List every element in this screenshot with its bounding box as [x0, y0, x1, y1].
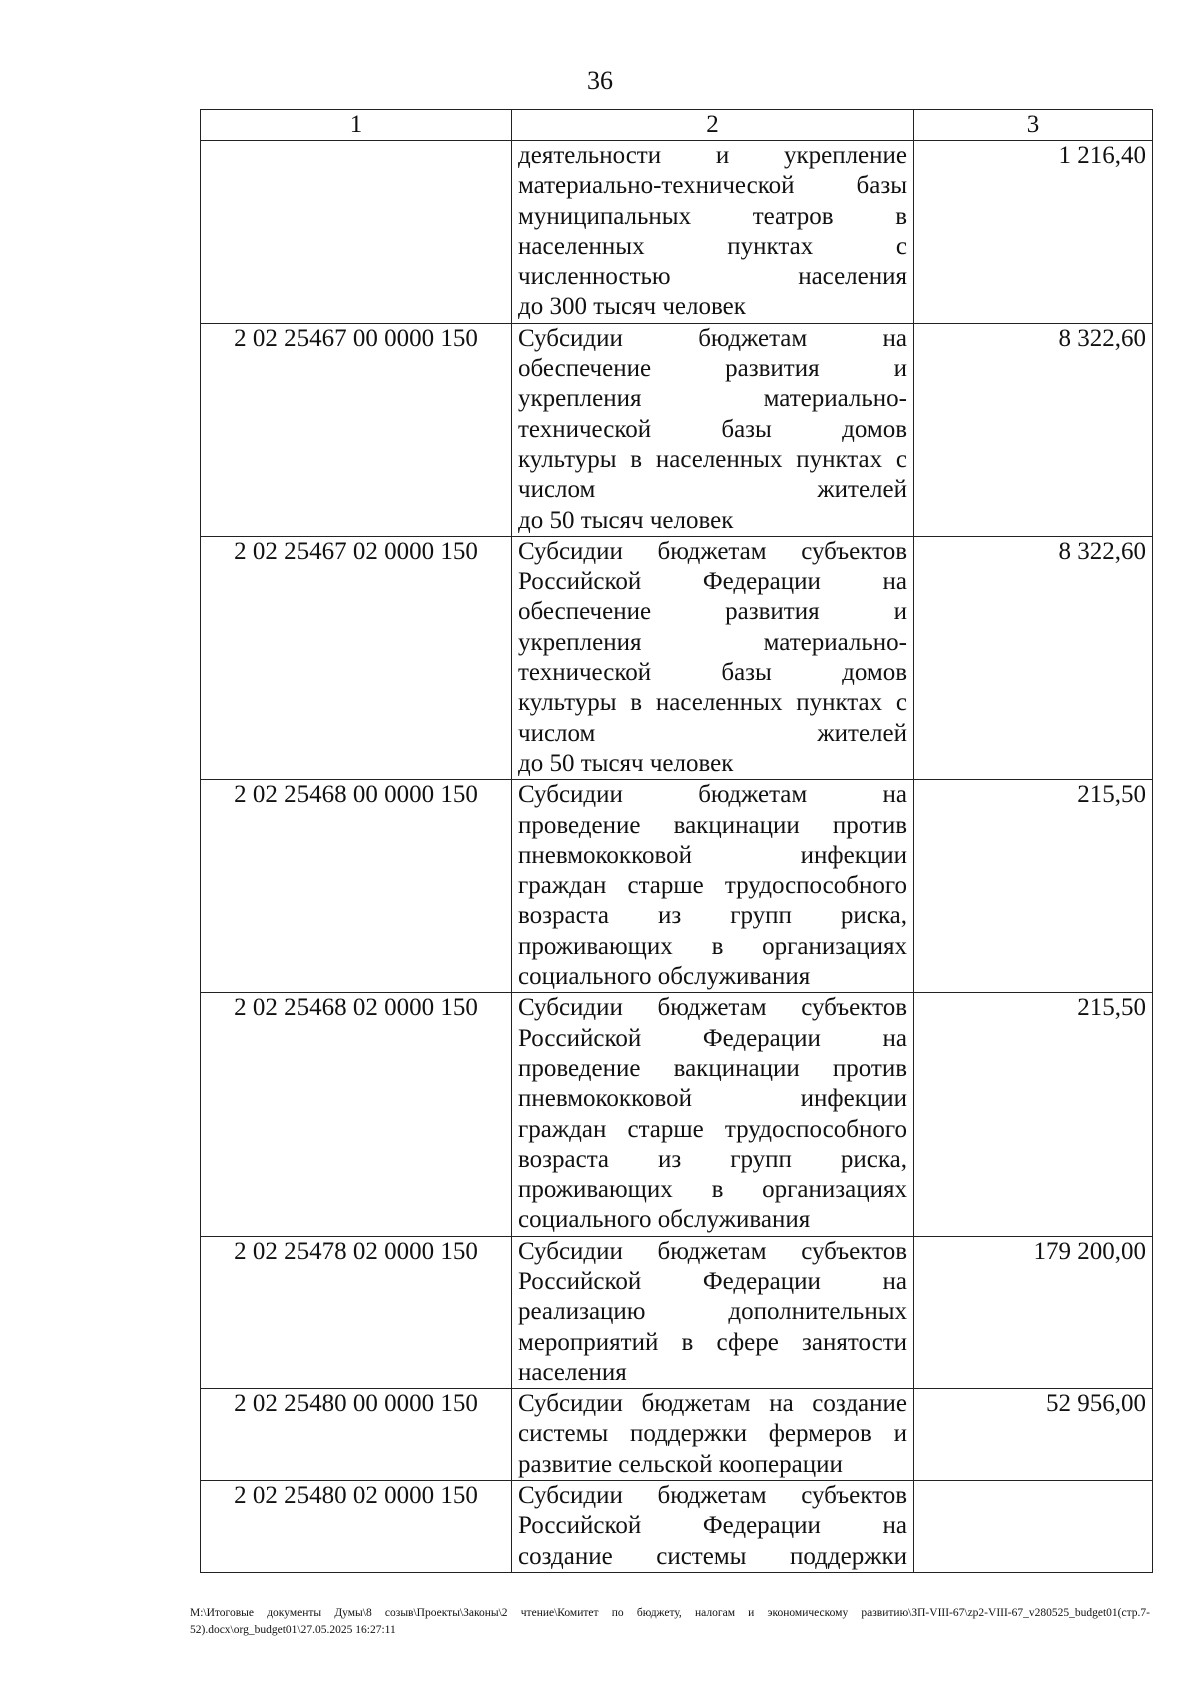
description-line: возраста из групп риска, — [518, 902, 907, 930]
description-line: обеспечение развития и — [518, 355, 907, 383]
budget-code-cell: 2 02 25468 00 0000 150 — [201, 780, 512, 993]
description-line: проведение вакцинации против — [518, 1054, 907, 1082]
description-line: числом жителей — [518, 719, 907, 747]
description-cell — [512, 993, 914, 1236]
description-line: Российской Федерации на — [518, 1267, 907, 1295]
file-path-footer: M:\Итоговые документы Думы\8 созыв\Проекты\Законы\2 чтение\Комитет по бюджету, налогам и экономическому развитию\ЗП-VIII-67\zp2-VIII-67_v280525_budget01(стр.7-52).docx\org_budget01\27.05.2025 16:27:11 — [190, 1607, 1150, 1636]
table-header-row — [201, 110, 1153, 141]
description-line: Российской Федерации на — [518, 568, 907, 596]
description-cell — [512, 780, 914, 993]
description-line: Российской Федерации на — [518, 1512, 907, 1540]
amount-cell: 8 322,60 — [914, 323, 1153, 536]
amount-cell: 215,50 — [914, 993, 1153, 1236]
description-line: Субсидии бюджетам субъектов — [518, 537, 907, 565]
description-line: развитие сельской кооперации — [518, 1450, 843, 1478]
description-line: Субсидии бюджетам на создание — [518, 1390, 907, 1418]
amount-cell: 8 322,60 — [914, 536, 1153, 779]
description-line: реализацию дополнительных — [518, 1298, 907, 1326]
page-number: 36 — [587, 66, 613, 95]
description-line: укрепления материально- — [518, 385, 907, 413]
description-line: материально-технической базы — [518, 172, 907, 200]
description-line: технической базы домов — [518, 659, 907, 687]
budget-code-cell: 2 02 25467 02 0000 150 — [201, 536, 512, 779]
description-line: социального обслуживания — [518, 1206, 811, 1234]
description-cell — [512, 1236, 914, 1388]
table-row — [201, 1236, 1153, 1388]
description-line: проведение вакцинации против — [518, 811, 907, 839]
budget-table — [200, 109, 1153, 1573]
description-line: до 50 тысяч человек — [518, 749, 734, 777]
description-line: социального обслуживания — [518, 963, 811, 991]
description-line: укрепления материально- — [518, 628, 907, 656]
description-cell — [512, 536, 914, 779]
description-line: системы поддержки фермеров и — [518, 1420, 907, 1448]
budget-code-cell: 2 02 25480 02 0000 150 — [201, 1481, 512, 1573]
description-line: Субсидии бюджетам на — [518, 781, 907, 809]
budget-code-cell: 2 02 25480 00 0000 150 — [201, 1389, 512, 1481]
description-line: обеспечение развития и — [518, 598, 907, 626]
amount-cell: 215,50 — [914, 780, 1153, 993]
description-line: численностью населения — [518, 263, 907, 291]
description-line: технической базы домов — [518, 415, 907, 443]
description-line: до 300 тысяч человек — [518, 293, 746, 321]
description-line: населения — [518, 1358, 627, 1386]
description-line: до 50 тысяч человек — [518, 506, 734, 534]
column-header-description: 2 — [512, 110, 914, 141]
description-line: граждан старше трудоспособного — [518, 872, 907, 900]
description-line: мероприятий в сфере занятости — [518, 1328, 907, 1356]
table-row — [201, 1389, 1153, 1481]
table-row — [201, 993, 1153, 1236]
description-line: муниципальных театров в — [518, 202, 907, 230]
description-line: Субсидии бюджетам на — [518, 324, 907, 352]
description-line: деятельности и укрепление — [518, 142, 907, 169]
table-row — [201, 1481, 1153, 1573]
budget-code-cell — [201, 141, 512, 324]
budget-code-cell: 2 02 25468 02 0000 150 — [201, 993, 512, 1236]
description-line: культуры в населенных пунктах с — [518, 445, 907, 473]
description-line: Субсидии бюджетам субъектов — [518, 994, 907, 1022]
description-line: пневмококковой инфекции — [518, 1085, 907, 1113]
table-body — [201, 141, 1153, 1573]
table-row — [201, 780, 1153, 993]
description-line: Российской Федерации на — [518, 1024, 907, 1052]
amount-cell — [914, 1481, 1153, 1573]
amount-cell: 179 200,00 — [914, 1236, 1153, 1388]
column-header-code: 1 — [201, 110, 512, 141]
budget-code-cell: 2 02 25478 02 0000 150 — [201, 1236, 512, 1388]
description-cell — [512, 141, 914, 324]
description-line: проживающих в организациях — [518, 1176, 907, 1204]
description-line: Субсидии бюджетам субъектов — [518, 1482, 907, 1510]
description-line: создание системы поддержки — [518, 1542, 907, 1570]
amount-cell: 1 216,40 — [914, 141, 1153, 324]
description-line: числом жителей — [518, 476, 907, 504]
table-row — [201, 536, 1153, 779]
description-line: пневмококковой инфекции — [518, 841, 907, 869]
description-line: культуры в населенных пунктах с — [518, 689, 907, 717]
column-header-amount: 3 — [914, 110, 1153, 141]
amount-cell: 52 956,00 — [914, 1389, 1153, 1481]
description-cell — [512, 1389, 914, 1481]
description-line: Субсидии бюджетам субъектов — [518, 1237, 907, 1265]
description-line: граждан старше трудоспособного — [518, 1115, 907, 1143]
description-cell — [512, 323, 914, 536]
description-line: населенных пунктах с — [518, 232, 907, 260]
description-cell — [512, 1481, 914, 1573]
budget-code-cell: 2 02 25467 00 0000 150 — [201, 323, 512, 536]
description-line: возраста из групп риска, — [518, 1145, 907, 1173]
table-row — [201, 141, 1153, 324]
table-row — [201, 323, 1153, 536]
description-line: проживающих в организациях — [518, 932, 907, 960]
